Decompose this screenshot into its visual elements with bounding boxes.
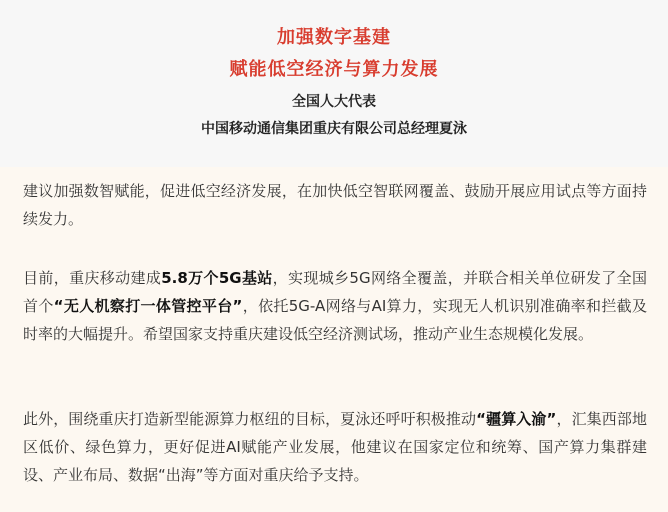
paragraph-1 — [23, 177, 647, 233]
paragraph-3 — [23, 405, 647, 489]
paragraph-3-text-b: ，汇集西部地区低价、绿色算力，更好促进AI赋能产业发展，他建议在国家定位和统筹、国产算力集群建设、产业布局、数据“出海”等方面对重庆给予支持。 — [23, 410, 647, 484]
paragraph-3-text-a: 此外，围绕重庆打造新型能源算力枢纽的目标，夏泳还呼吁积极推动 — [23, 410, 477, 428]
author-title: 中国移动通信集团重庆有限公司总经理夏泳 — [201, 121, 467, 137]
author-role: 全国人大代表 — [292, 94, 376, 110]
headline-line-1: 加强数字基建 — [277, 27, 391, 48]
drone-platform-name: “无人机察打一体管控平台” — [53, 297, 243, 315]
paragraph-1-text: 建议加强数智赋能，促进低空经济发展，在加快低空智联网覆盖、鼓励开展应用试点等方面持续发力。 — [23, 182, 647, 228]
paragraph-2-text-c: ，依托5G-A网络与AI算力，实现无人机识别准确率和拦截及时率的大幅提升。希望国家支持重庆建设低空经济测试场，推动产业生态规模化发展。 — [23, 297, 647, 343]
base-station-count: 5.8万个5G基站 — [161, 269, 273, 287]
article-body — [0, 167, 668, 512]
paragraph-2 — [23, 264, 647, 348]
compute-initiative-name: “疆算入渝” — [476, 410, 557, 428]
headline-line-2: 赋能低空经济与算力发展 — [229, 59, 439, 80]
article-header — [0, 0, 668, 167]
paragraph-2-text-b: ，实现城乡5G网络全覆盖，并联合相关单位研发了全国首个 — [23, 269, 647, 315]
paragraph-2-text-a: 目前，重庆移动建成 — [23, 269, 162, 287]
